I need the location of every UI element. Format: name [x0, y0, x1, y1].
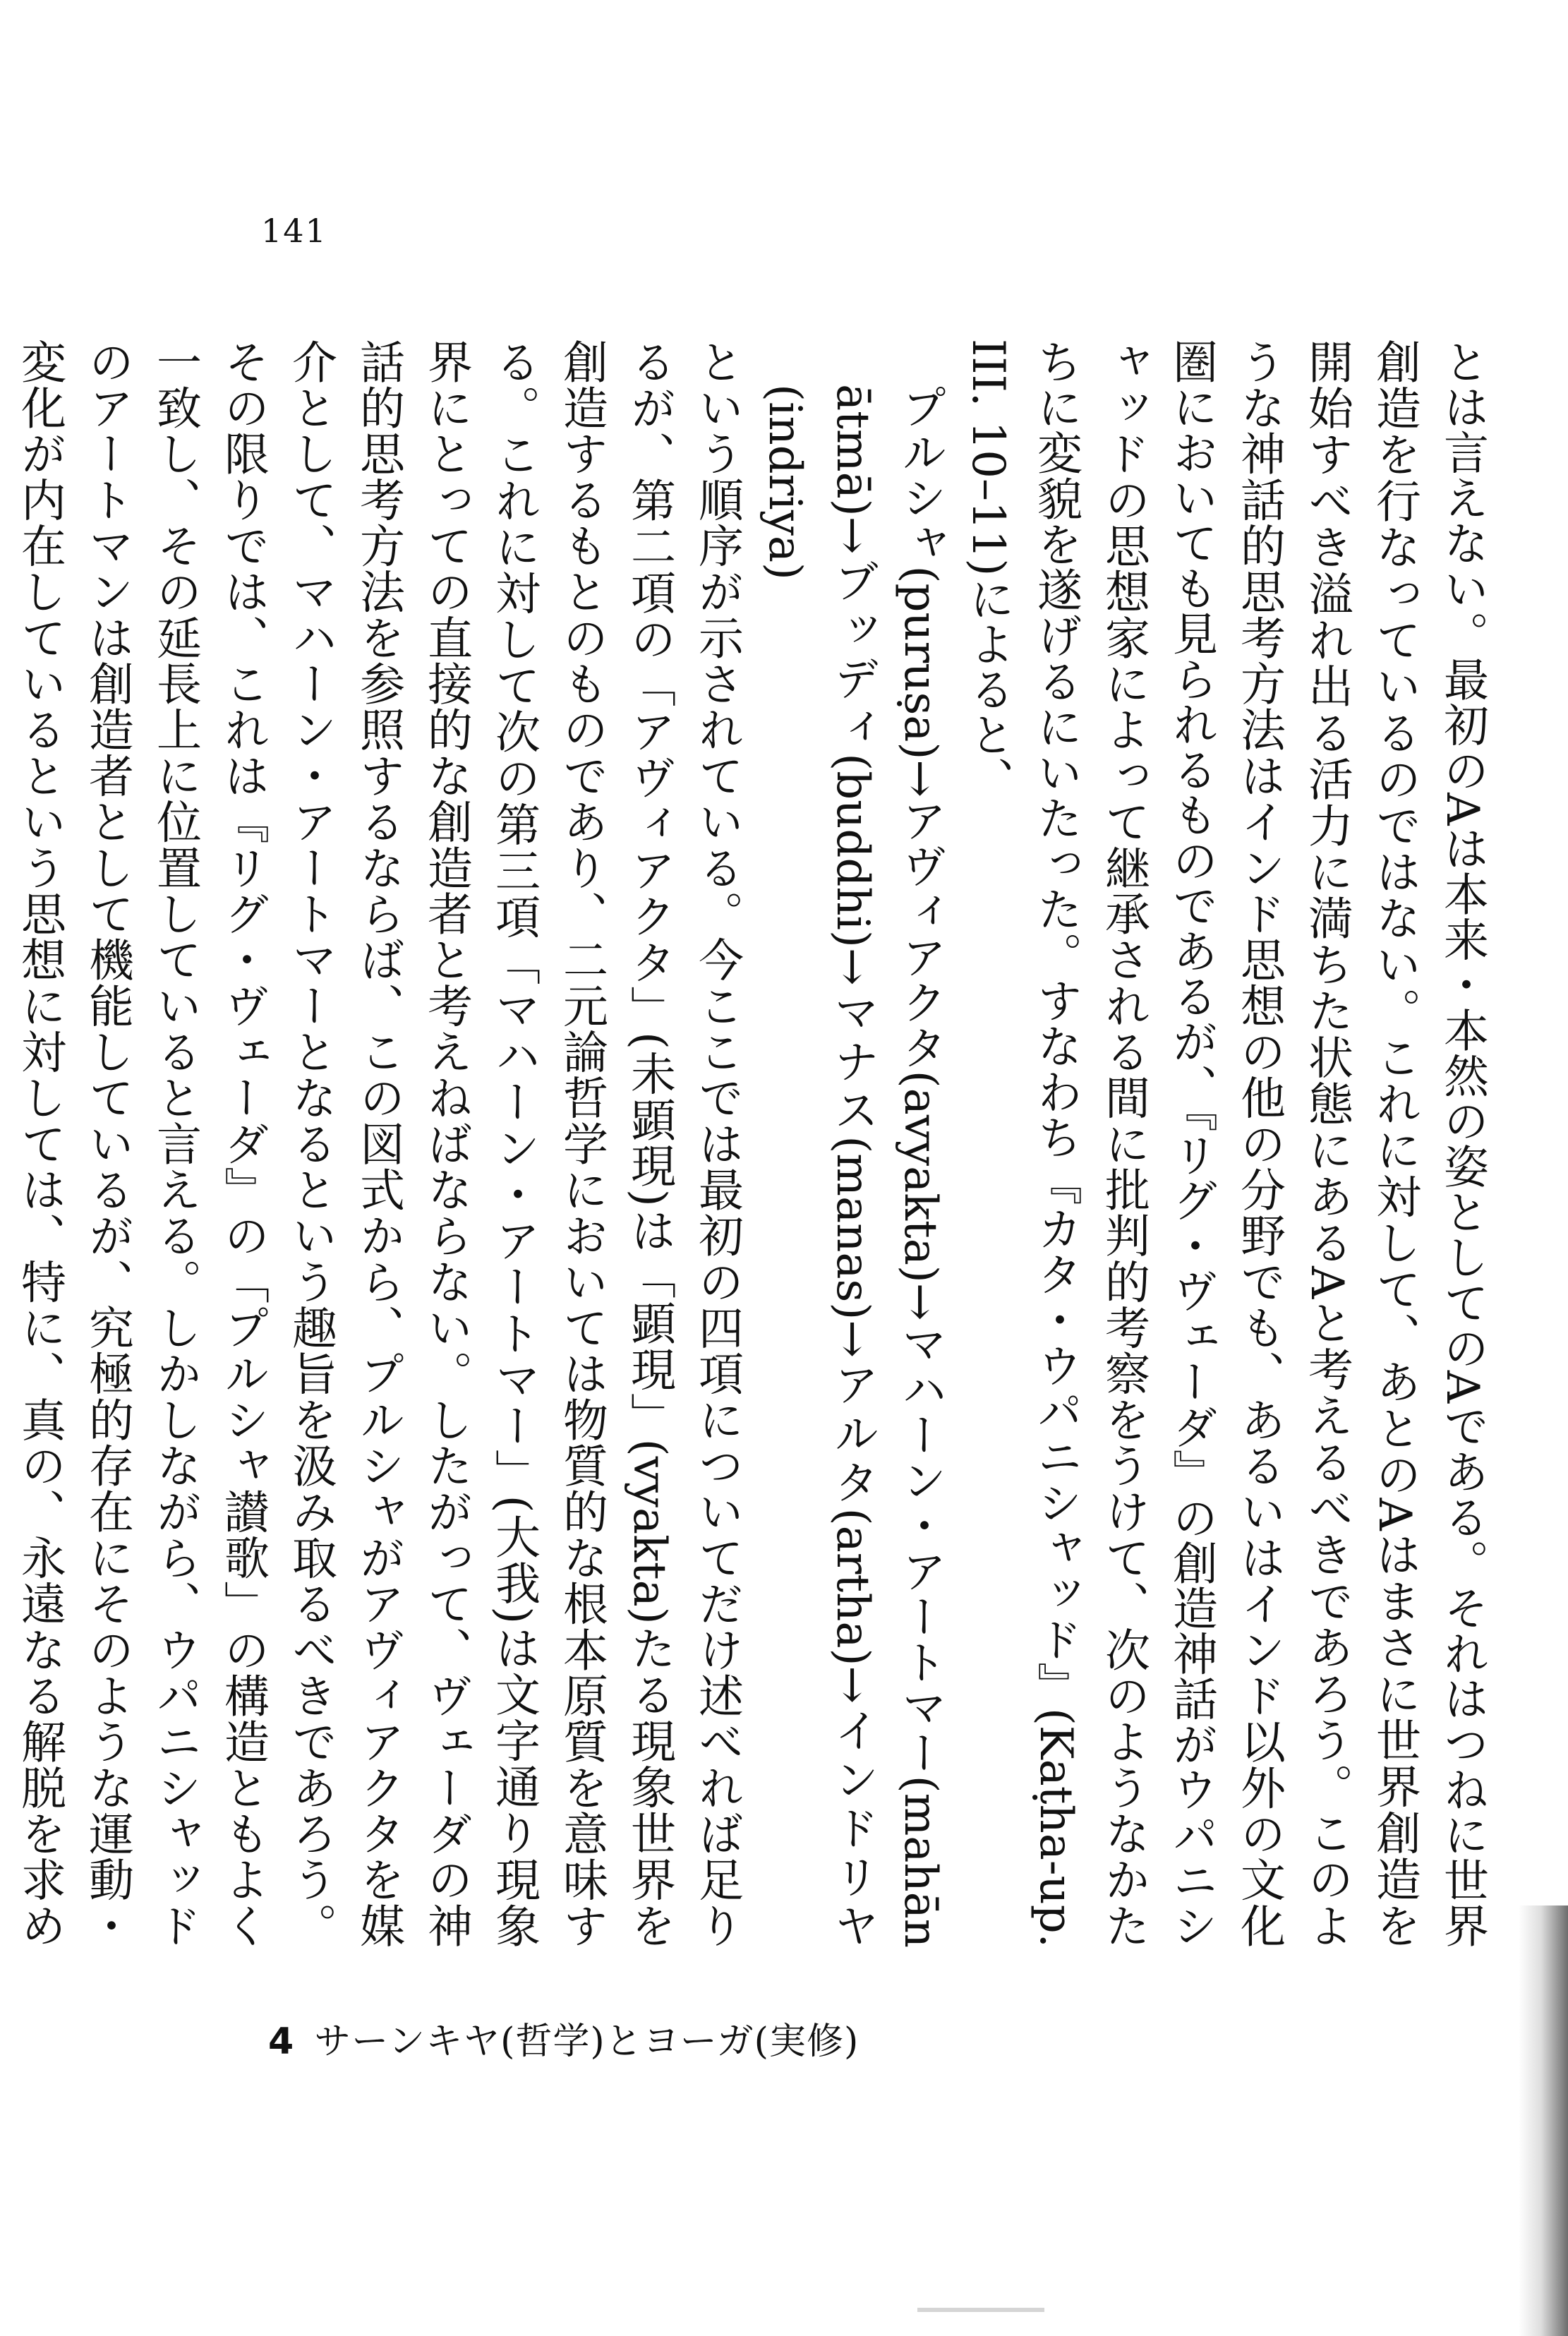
footer-chapter-title: サーンキヤ(哲学)とヨーガ(実修)	[314, 2021, 860, 2063]
page-number: 141	[261, 212, 327, 250]
scan-artifact-line	[917, 2308, 1044, 2312]
vertical-body-text	[13, 339, 1496, 1949]
scan-binding-shadow	[1519, 1905, 1568, 2336]
paragraph-explanation: という順序が示されている。今ここでは最初の四項についてだけ述べれば足りるが、第二項の「アヴィアクタ」(未顕現)は「顕現」(vyakta)たる現象世界を創造するもとのものであり、二元論哲学においては物質的な根本原質を意味する。これに対して次の第三項「マハーン・アートマー」(大我)は文字通り現象界にとっての直接的な創造者と考えねばならない。したがって、ヴェーダの神話的思考方法を参照するならば、この図式から、プルシャがアヴィアクタを媒介として、マハーン・アートマーとなるという趣旨を汲み取るべきであろう。その限りでは、これは『リグ・ヴェーダ』の「プルシャ讃歌」の構造ともよく一致し、その延長上に位置していると言える。しかしながら、ウパニシャッドのアートマンは創造者として機能しているが、究極的存在にそのような運動・変化が内在しているという思想に対しては、特に、真の、永遠なる解脱を求め	[13, 339, 743, 1948]
running-footer	[268, 2011, 859, 2064]
paragraph-opening: とは言えない。最初のAは本来・本然の姿としてのAである。それはつねに世界創造を行なっているのではない。これに対して、あとのAはまさに世界創造を開始すべき溢れ出る活力に満ちた状態にあるAと考えるべきであろう。このような神話的思考方法はインド思想の他の分野でも、あるいはインド以外の文化圏においても見られるものであるが、『リグ・ヴェーダ』の創造神話がウパニシャッドの思想家によって継承される間に批判的考察をうけて、次のようなかたちに変貌を遂げるにいたった。すなわち『カタ・ウパニシャッド』(Kaṭha-up. III. 10–11)によると、	[962, 339, 1488, 1949]
paragraph-katha-sequence: プルシャ(puruṣa)→アヴィアクタ(avyakta)→マハーン・アートマー(mahān ātmā)→ブッディ(buddhi)→マナス(manas)→アルタ(artha)→インドリヤ(indriya)	[759, 384, 946, 1948]
footer-chapter-number: 4	[268, 2021, 295, 2063]
